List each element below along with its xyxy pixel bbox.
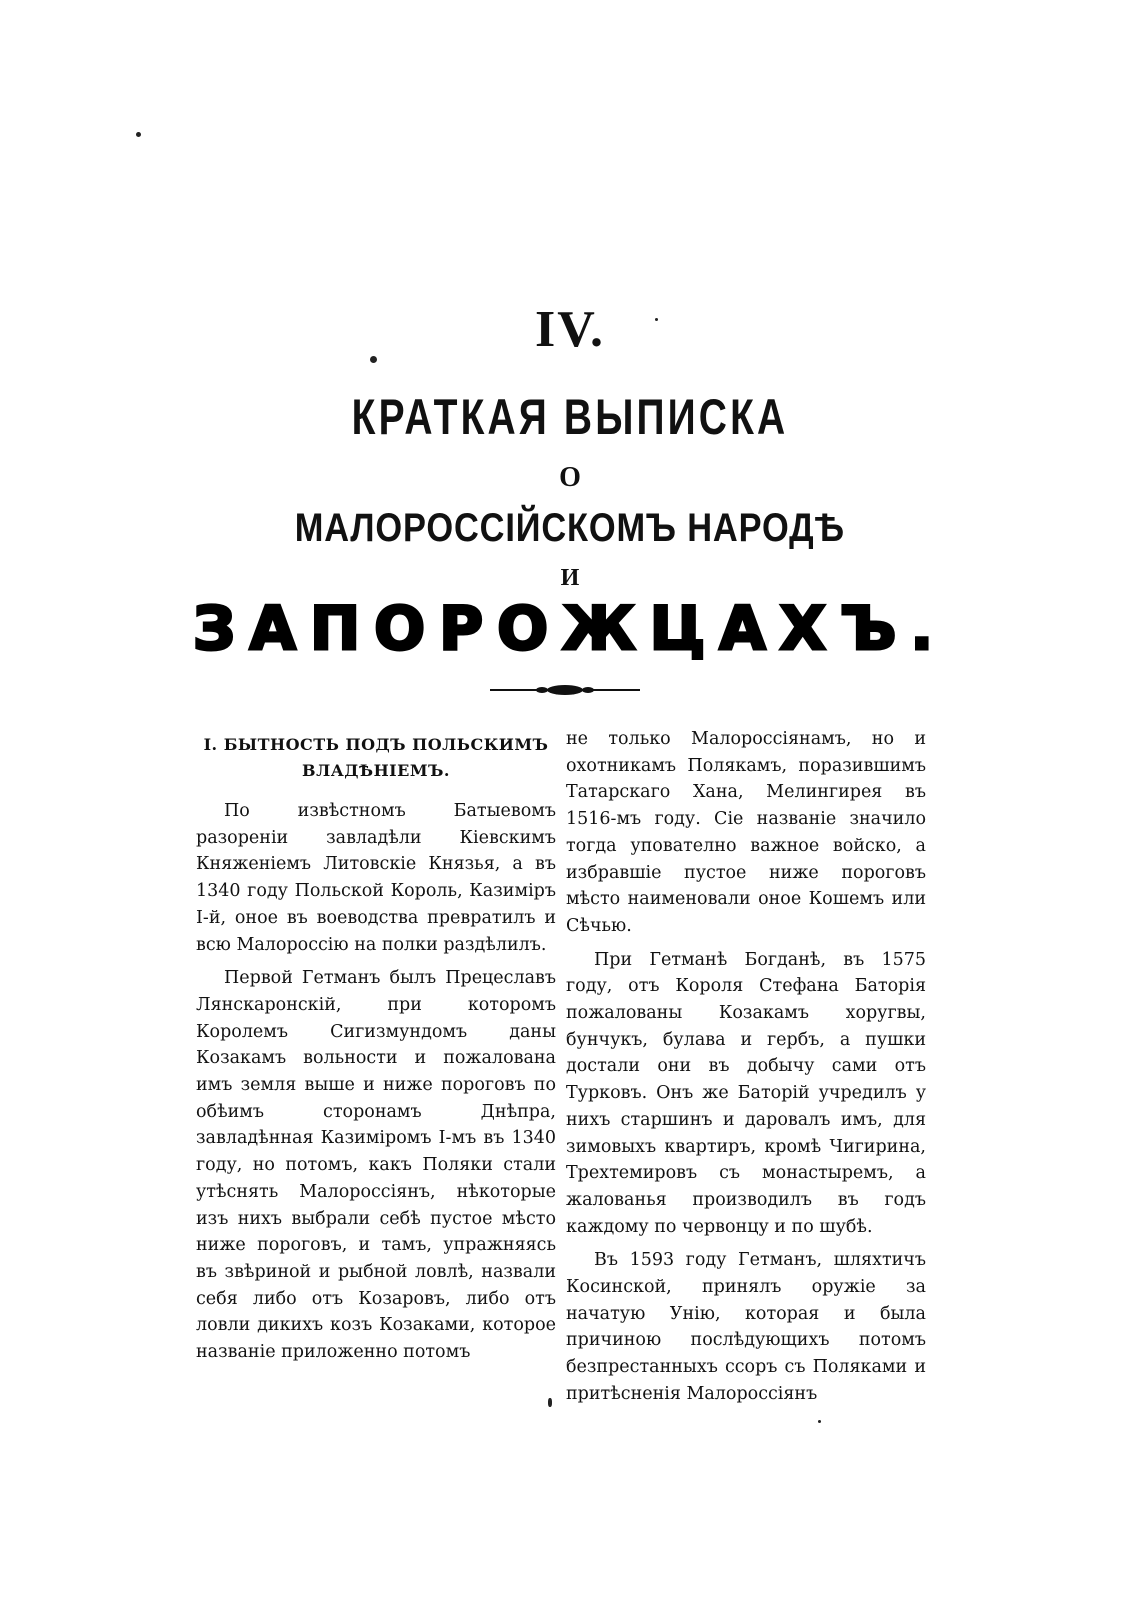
- print-speck: [136, 132, 141, 137]
- title-line-2: МАЛОРОССІЙСКОМЪ НАРОДѢ: [294, 506, 846, 550]
- paragraph: Первой Гетманъ былъ Прецеславъ Лянскаронскій, при которомъ Королемъ Сигизмундомъ даны Козакамъ вольности и пожалована имъ земля выше и ниже пороговъ по обѣимъ сторонамъ Днѣпра, завладѣнная Казиміромъ I-мъ въ 1340 году, но потомъ, какъ Поляки стали утѣснять Малороссіянъ, нѣкоторые изъ нихъ выбрали себѣ пустое мѣсто ниже пороговъ, и тамъ, упражняясь въ звѣриной и рыбной ловлѣ, назвали себя либо отъ Козаровъ, либо отъ ловли дикихъ козъ Козаками, которое названіе приложенно потомъ: [196, 968, 556, 1363]
- print-speck: [548, 1398, 552, 1407]
- title-connector-o: О: [559, 462, 581, 493]
- paragraph: При Гетманѣ Богданѣ, въ 1575 году, отъ Короля Стефана Баторія пожалованы Козакамъ хоругвы, бунчукъ, булава и гербъ, а пушки достали они въ добычу сами отъ Турковъ. Онъ же Баторій учредилъ у нихъ старшинъ и даровалъ имъ, для зимовыхъ квартиръ, кромѣ Чигирина, Трехтемировъ съ монастыремъ, а жалованья производилъ въ годъ каждому по червонцу и по шубѣ.: [566, 949, 926, 1237]
- print-speck: [818, 1420, 821, 1423]
- paragraph: Въ 1593 году Гетманъ, шляхтичъ Косинской, принялъ оружіе за начатую Унію, которая и была причиною послѣдующихъ потомъ безпрестанныхъ ссоръ съ Поляками и притѣсненія Малороссіянъ: [566, 1250, 926, 1404]
- right-column: [566, 726, 926, 1415]
- chapter-numeral: IV.: [534, 301, 606, 358]
- left-column: [196, 732, 556, 1373]
- paragraph: По извѣстномъ Батыевомъ разореніи завладѣли Кіевскимъ Княженіемъ Литовскіе Князья, а въ 1340 году Польской Король, Казиміръ I-й, оное въ воеводства превратилъ и всю Малороссію на полки раздѣлилъ.: [196, 801, 556, 955]
- section-heading: I. БЫТНОСТЬ ПОДЪ ПОЛЬСКИМЪ ВЛАДѢНІЕМЪ.: [203, 735, 549, 780]
- paragraph: не только Малороссіянамъ, но и охотникамъ Полякамъ, поразившимъ Татарскаго Хана, Мелингирея въ 1516-мъ году. Сіе названіе значило тогда упователно важное войско, а избравшіе пустое ниже пороговъ мѣсто наименовали оное Кошемъ или Сѣчью.: [566, 729, 926, 936]
- title-line-1: КРАТКАЯ ВЫПИСКА: [351, 389, 789, 445]
- title-line-3: ЗАПОРОЖЦАХЪ.: [192, 594, 948, 664]
- title-connector-i: И: [560, 565, 580, 591]
- ornamental-rule: [490, 684, 640, 696]
